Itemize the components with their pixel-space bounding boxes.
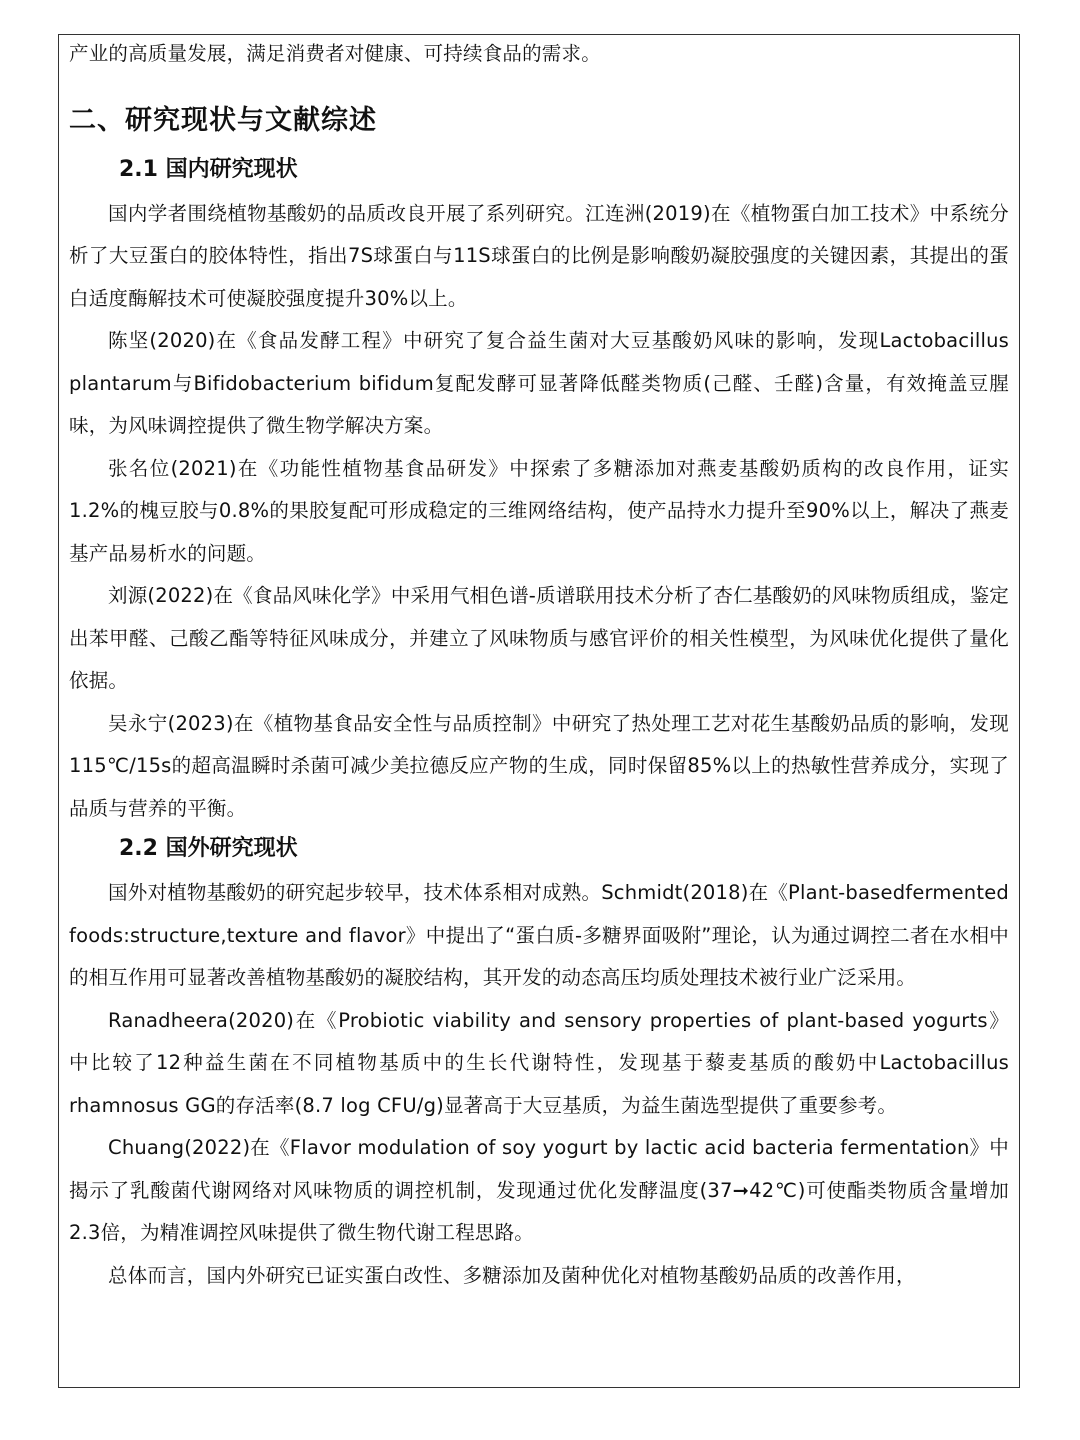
page-frame (58, 34, 1020, 1388)
document-body (69, 35, 1009, 1297)
paragraph-domestic-2: 陈坚(2020)在《食品发酵工程》中研究了复合益生菌对大豆基酸奶风味的影响，发现Lactobacillus plantarum与Bifidobacterium bifidum复配发酵可显著降低醛类物质(己醛、壬醛)含量，有效掩盖豆腥味，为风味调控提供了微生物学解决方案。 (69, 329, 1009, 437)
subsection-heading-foreign: 2.2 国外研究现状 (119, 836, 298, 861)
lead-paragraph: 产业的高质量发展，满足消费者对健康、可持续食品的需求。 (69, 42, 601, 65)
paragraph-foreign-1: 国外对植物基酸奶的研究起步较早，技术体系相对成熟。Schmidt(2018)在《Plant-basedfermented foods:structure,texture and flavor》中提出了“蛋白质-多糖界面吸附”理论，认为通过调控二者在水相中的相互作用可显著改善植物基酸奶的凝胶结构，其开发的动态高压均质处理技术被行业广泛采用。 (69, 881, 1009, 989)
paragraph-foreign-3: Chuang(2022)在《Flavor modulation of soy yogurt by lactic acid bacteria fermentation》中揭示了乳酸菌代谢网络对风味物质的调控机制，发现通过优化发酵温度(37➞42℃)可使酯类物质含量增加2.3倍，为精准调控风味提供了微生物代谢工程思路。 (69, 1136, 1009, 1244)
paragraph-domestic-3: 张名位(2021)在《功能性植物基食品研发》中探索了多糖添加对燕麦基酸奶质构的改良作用，证实1.2%的槐豆胶与0.8%的果胶复配可形成稳定的三维网络结构，使产品持水力提升至90%以上，解决了燕麦基产品易析水的问题。 (69, 456, 1009, 565)
paragraph-summary: 总体而言，国内外研究已证实蛋白改性、多糖添加及菌种优化对植物基酸奶品质的改善作用， (108, 1263, 916, 1287)
paragraph-domestic-4: 刘源(2022)在《食品风味化学》中采用气相色谱-质谱联用技术分析了杏仁基酸奶的风味物质组成，鉴定出苯甲醛、己酸乙酯等特征风味成分，并建立了风味物质与感官评价的相关性模型，为风味优化提供了量化依据。 (69, 584, 1009, 692)
paragraph-domestic-1: 国内学者围绕植物基酸奶的品质改良开展了系列研究。江连洲(2019)在《植物蛋白加工技术》中系统分析了大豆蛋白的胶体特性，指出7S球蛋白与11S球蛋白的比例是影响酸奶凝胶强度的关键因素，其提出的蛋白适度酶解技术可使凝胶强度提升30%以上。 (69, 201, 1009, 310)
subsection-heading-domestic: 2.1 国内研究现状 (119, 156, 298, 182)
paragraph-foreign-2: Ranadheera(2020)在《Probiotic viability and sensory properties of plant-based yogurts》中比较了12种益生菌在不同植物基质中的生长代谢特性，发现基于藜麦基质的酸奶中Lactobacillus rhamnosus GG的存活率(8.7 log CFU/g)显著高于大豆基质，为益生菌选型提供了重要参考。 (69, 1008, 1009, 1117)
paragraph-domestic-5: 吴永宁(2023)在《植物基食品安全性与品质控制》中研究了热处理工艺对花生基酸奶品质的影响，发现115℃/15s的超高温瞬时杀菌可减少美拉德反应产物的生成，同时保留85%以上的热敏性营养成分，实现了品质与营养的平衡。 (69, 711, 1009, 820)
section-title: 二、研究现状与文献综述 (69, 104, 377, 136)
